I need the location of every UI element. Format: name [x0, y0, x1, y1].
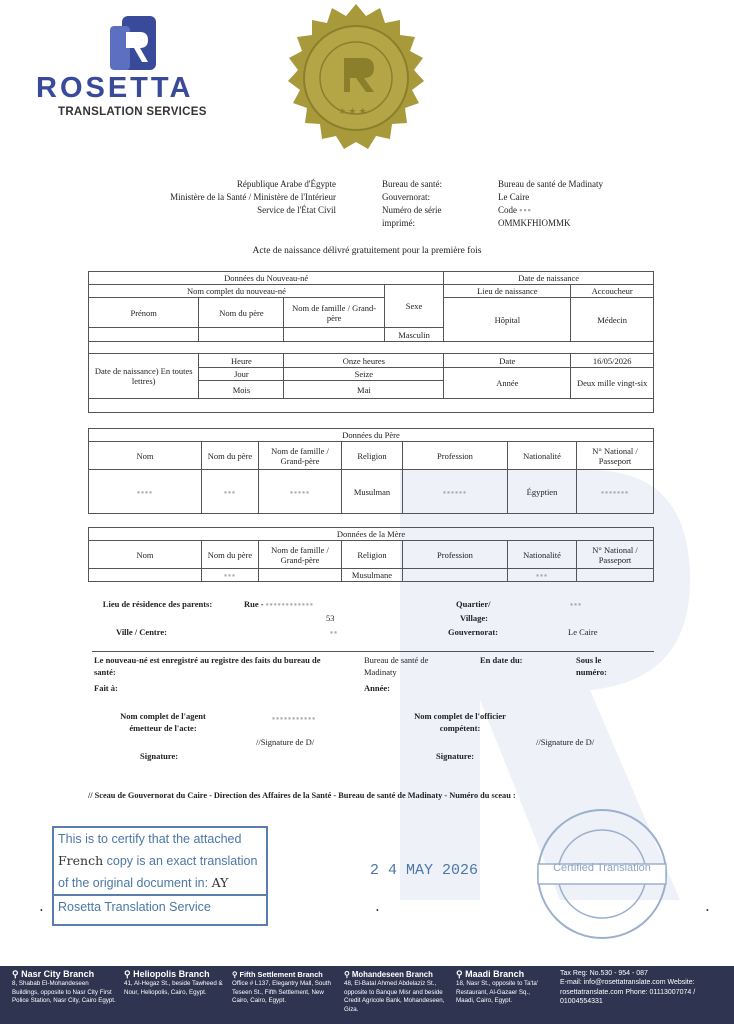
footer: [0, 966, 734, 1024]
street-number: 53: [326, 613, 335, 623]
col-header: Nom du père: [202, 442, 259, 470]
mother-id-value: [577, 569, 654, 582]
father-table: [88, 428, 654, 514]
full-name-header: Nom complet du nouveau-né: [89, 285, 385, 298]
redacted-value: ▪▪▪: [508, 569, 577, 582]
family-name-value: [284, 328, 384, 342]
brand-subtitle: TRANSLATION SERVICES: [58, 106, 207, 118]
col-header: Religion: [342, 541, 403, 569]
spacer-row: [89, 399, 654, 413]
header-label: imprimé:: [382, 218, 415, 228]
newborn-section-header: Données du Nouveau-né: [89, 272, 444, 285]
signature-d-label: //Signature de D/: [536, 737, 595, 747]
day-label: Jour: [199, 368, 284, 381]
header-value: Bureau de santé de Madinaty: [498, 179, 603, 189]
round-stamp-text: Certified Translation: [553, 862, 651, 874]
redacted-value: ▪▪: [330, 627, 339, 637]
village-label: Village:: [460, 613, 489, 623]
governorate-value: Le Caire: [568, 627, 598, 637]
first-name-value: [89, 328, 199, 342]
hour-value: Onze heures: [284, 354, 444, 368]
date-value: 16/05/2026: [571, 354, 654, 368]
branch-address: 48, El-Batal Ahmed Abdelaziz St., opposite to Banque Misr and beside Credit Agricole Bank, Mohandeseen, Giza.: [344, 980, 445, 1013]
rosetta-logo-icon: [106, 14, 158, 74]
religion-value: Musulmane: [342, 569, 403, 582]
registry-text: Le nouveau-né est enregistré au registre des faits du bureau de santé:: [94, 655, 321, 677]
contact-info: E-mail: info@rosettatranslate.com Website: rosettatranslate.com Phone: 01113007074 / 01004554331: [560, 979, 696, 1006]
col-header: Profession: [403, 541, 508, 569]
col-header: N° National / Passeport: [577, 442, 654, 470]
newborn-table: [88, 271, 654, 413]
branch-name: ⚲ Maadi Branch: [456, 969, 525, 979]
header-label: Bureau de santé:: [382, 179, 442, 189]
branch-address: Office # L137, Elegantry Mall, South Teseen St., Fifth Settlement, New Cairo, Cairo, Egypt.: [232, 980, 331, 1005]
branch-name: ⚲ Heliopolis Branch: [124, 969, 210, 979]
hour-label: Heure: [199, 354, 284, 368]
month-value: Mai: [284, 381, 444, 399]
religion-value: Musulman: [342, 470, 403, 514]
on-date-label: En date du:: [480, 655, 523, 665]
svg-text:★ ★ ★: ★ ★ ★: [338, 106, 367, 116]
street-label: Rue - ▪▪▪▪▪▪▪▪▪▪▪▪: [244, 599, 314, 609]
col-header: Nom: [89, 442, 202, 470]
col-header: Nom de famille / Grand-père: [259, 442, 342, 470]
done-at-label: Fait à:: [94, 683, 118, 693]
footer-branch: [12, 969, 116, 1006]
certify-line: of the original document in: AY: [58, 875, 229, 890]
father-section-header: Données du Père: [89, 429, 654, 442]
header-line: République Arabe d'Égypte: [236, 179, 336, 189]
birth-date-header: Date de naissance: [444, 272, 654, 285]
header-value: Code ▪▪▪: [498, 205, 532, 215]
month-label: Mois: [199, 381, 284, 399]
redacted-value: ▪▪▪: [202, 569, 259, 582]
agent-label: Nom complet de l'agent émetteur de l'acte:: [120, 711, 206, 733]
header-labels: [382, 178, 482, 230]
header-authority: [110, 178, 336, 217]
mother-family-value: [259, 569, 342, 582]
branch-address: 18, Nasr St., opposite to Ta'ta' Restaurant, Al-Gazaer Sq., Maadi, Cairo, Egypt.: [456, 980, 539, 1005]
footer-branch: [232, 969, 336, 1006]
redacted-value: ▪▪▪▪▪▪▪: [577, 470, 654, 514]
redacted-value: ▪▪▪▪▪: [259, 470, 342, 514]
redacted-value: ▪▪▪: [570, 599, 583, 609]
redacted-value: ▪▪▪▪▪▪▪▪▪▪▪: [272, 713, 317, 723]
number-label: Sous le numéro:: [576, 655, 608, 677]
header-value: OMMKFHIOMMK: [498, 218, 571, 228]
document-title: Acte de naissance délivré gratuitement pour la première fois: [252, 246, 482, 256]
date-stamp: 2 4 MAY 2026: [370, 862, 479, 879]
col-header: Profession: [403, 442, 508, 470]
year-label: Année:: [364, 683, 390, 693]
district-label: Quartier/: [456, 599, 491, 609]
divider: [92, 651, 654, 652]
branch-address: 8, Shabab El-Mohandeseen Buildings, opposite to Nasr City First Police Station, Nasr City, Cairo Egypt.: [12, 980, 116, 1005]
year-value: Deux mille vingt-six: [571, 368, 654, 399]
spacer-row: [89, 342, 654, 354]
midwife-value: Médecin: [571, 298, 654, 342]
mother-profession-value: [403, 569, 508, 582]
date-letters-label: Date de naissance) En toutes lettres): [89, 354, 199, 399]
header-value: Le Caire: [498, 192, 530, 202]
city-label: Ville / Centre:: [116, 627, 167, 637]
residence-label: Lieu de résidence des parents:: [102, 599, 213, 609]
tax-reg: Tax Reg: No.530 - 954 - 087: [560, 970, 648, 977]
certification-stamp: [52, 826, 268, 926]
signature-label: Signature:: [140, 751, 179, 761]
certified-translation-seal-icon: [534, 806, 670, 942]
registry-bureau: Bureau de santé de Madinaty: [364, 655, 429, 677]
col-header: Nom: [89, 541, 202, 569]
header-line: Ministère de la Santé / Ministère de l'Intérieur: [170, 192, 336, 202]
col-header: Nationalité: [508, 541, 577, 569]
mother-section-header: Données de la Mère: [89, 528, 654, 541]
header-label: Gouvernorat:: [382, 192, 430, 202]
certify-line: Rosetta Translation Service: [54, 894, 266, 918]
footer-branch: [456, 969, 548, 1006]
father-name-header: Nom du père: [199, 298, 284, 328]
col-header: Nom du père: [202, 541, 259, 569]
certify-line: French copy is an exact translation: [58, 853, 258, 868]
col-header: Religion: [342, 442, 403, 470]
col-header: Nationalité: [508, 442, 577, 470]
sex-value: Masculin: [384, 328, 443, 342]
signature-d-label: //Signature de D/: [256, 737, 315, 747]
header-values: [498, 178, 668, 230]
date-label: Date: [444, 354, 571, 368]
header-label: Numéro de série: [382, 205, 442, 215]
midwife-header: Accoucheur: [571, 285, 654, 298]
certify-line: This is to certify that the attached: [58, 832, 242, 846]
branch-name: ⚲ Mohandeseen Branch: [344, 970, 433, 979]
branch-name: ⚲ Fifth Settlement Branch: [232, 970, 323, 979]
footer-branch: [124, 969, 228, 997]
signature-label: Signature:: [436, 751, 475, 761]
family-name-header: Nom de famille / Grand-père: [284, 298, 384, 328]
branch-name: ⚲ Nasr City Branch: [12, 969, 95, 979]
mother-name-value: [89, 569, 202, 582]
bullet-dot: •: [40, 906, 43, 915]
birthplace-header: Lieu de naissance: [444, 285, 571, 298]
seal-line: // Sceau de Gouvernorat du Caire - Direction des Affaires de la Santé - Bureau de santé de Madinaty - Numéro du sceau :: [88, 791, 516, 800]
redacted-value: ▪▪▪▪: [89, 470, 202, 514]
first-name-header: Prénom: [89, 298, 199, 328]
year-label: Année: [444, 368, 571, 399]
bullet-dot: •: [376, 906, 379, 915]
bullet-dot: •: [706, 906, 709, 915]
redacted-value: ▪▪▪: [202, 470, 259, 514]
father-name-value: [199, 328, 284, 342]
col-header: N° National / Passeport: [577, 541, 654, 569]
redacted-value: ▪▪▪▪▪▪: [403, 470, 508, 514]
sex-header: Sexe: [384, 285, 443, 328]
nationality-value: Égyptien: [508, 470, 577, 514]
brand-name: ROSETTA: [36, 72, 194, 104]
gold-seal-icon: [266, 2, 446, 172]
officer-label: Nom complet de l'officier compétent:: [414, 711, 506, 733]
birthplace-value: Hôpital: [444, 298, 571, 342]
branch-address: 41, Al-Hegaz St., beside Tawheed & Nour, Heliopolis, Cairo, Egypt.: [124, 980, 223, 996]
mother-table: [88, 527, 654, 582]
col-header: Nom de famille / Grand-père: [259, 541, 342, 569]
footer-branch: [344, 969, 450, 1014]
header-line: Service de l'État Civil: [257, 205, 336, 215]
governorate-label: Gouvernorat:: [448, 627, 499, 637]
footer-contact: [560, 969, 726, 1007]
day-value: Seize: [284, 368, 444, 381]
